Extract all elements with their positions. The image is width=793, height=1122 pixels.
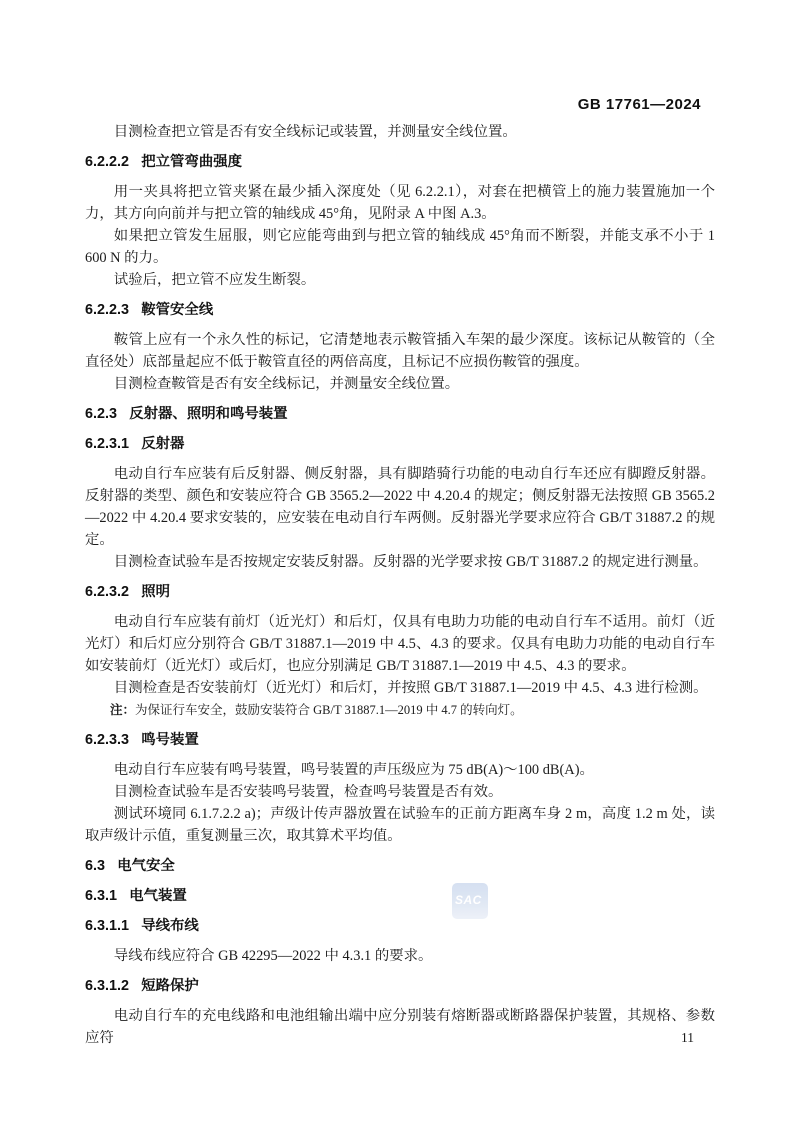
section-number: 6.3.1.2 [85, 978, 130, 994]
section-heading-6.3.1.1 [85, 915, 715, 937]
paragraph: 目测检查试验车是否按规定安装反射器。反射器的光学要求按 GB/T 31887.2 的规定进行测量。 [113, 554, 708, 570]
paragraph: 目测检查鞍管是否有安全线标记，并测量安全线位置。 [113, 376, 460, 392]
section-number: 6.3 [85, 858, 106, 874]
paragraph: 电动自行车的充电线路和电池组输出端中应分别装有熔断器或断路器保护装置，其规格、参数应符 [85, 1008, 715, 1046]
paragraph: 目测检查试验车是否安装鸣号装置，检查鸣号装置是否有效。 [113, 784, 503, 800]
paragraph: 鞍管上应有一个永久性的标记，它清楚地表示鞍管插入车架的最少深度。该标记从鞍管的（全直径处）底部量起应不低于鞍管直径的两倍高度，且标记不应损伤鞍管的强度。 [85, 332, 715, 370]
note-label: 注： [110, 703, 136, 717]
section-heading-6.2.3 [85, 403, 715, 425]
paragraph: 电动自行车应装有前灯（近光灯）和后灯，仅具有电助力功能的电动自行车不适用。前灯（近光灯）和后灯应分别符合 GB/T 31887.1—2019 中 4.5、4.3 的要求。仅具有电助力功能的电动自行车如安装前灯（近光灯）或后灯，也应分别满足 GB/T 31887.1—2019 中 4.5、4.3 的要求。 [85, 614, 715, 674]
paragraph: 电动自行车应装有鸣号装置，鸣号装置的声压级应为 75 dB(A)～100 dB(A)。 [113, 762, 594, 778]
section-heading-6.2.3.3 [85, 729, 715, 751]
section-title: 电气装置 [129, 888, 187, 904]
standard-number-header: GB 17761—2024 [577, 96, 701, 113]
paragraph: 如果把立管发生屈服，则它应能弯曲到与把立管的轴线成 45°角而不断裂，并能支承不小于 1 600 N 的力。 [85, 228, 715, 266]
section-heading-6.3.1 [85, 885, 715, 907]
paragraph: 目测检查是否安装前灯（近光灯）和后灯，并按照 GB/T 31887.1—2019 中 4.5、4.3 进行检测。 [113, 680, 708, 696]
section-heading-6.2.2.2 [85, 151, 715, 173]
section-heading-6.3 [85, 855, 715, 877]
section-number: 6.2.3.3 [85, 732, 130, 748]
paragraph: 目测检查把立管是否有安全线标记或装置，并测量安全线位置。 [113, 124, 517, 140]
paragraph: 用一夹具将把立管夹紧在最少插入深度处（见 6.2.2.1），对套在把横管上的施力装置施加一个力，其方向向前并与把立管的轴线成 45°角，见附录 A 中图 A.3。 [85, 184, 715, 222]
paragraph: 试验后，把立管不应发生断裂。 [113, 272, 316, 288]
section-title: 把立管弯曲强度 [141, 154, 242, 170]
section-title: 反射器、照明和鸣号装置 [129, 406, 288, 422]
section-title: 鞍管安全线 [141, 302, 214, 318]
section-title: 照明 [141, 584, 171, 600]
note: 注：为保证行车安全，鼓励安装符合 GB/T 31887.1—2019 中 4.7 的转向灯。 [110, 703, 523, 717]
section-heading-6.2.3.1 [85, 433, 715, 455]
section-number: 6.3.1.1 [85, 918, 130, 934]
section-heading-6.2.3.2 [85, 581, 715, 603]
sac-watermark-text: SAC [455, 893, 482, 907]
section-title: 电气安全 [117, 858, 175, 874]
section-title: 鸣号装置 [141, 732, 199, 748]
paragraph: 导线布线应符合 GB 42295—2022 中 4.3.1 的要求。 [113, 948, 433, 964]
section-number: 6.2.3.1 [85, 436, 130, 452]
section-title: 反射器 [141, 436, 185, 452]
section-number: 6.2.2.3 [85, 302, 130, 318]
section-number: 6.2.2.2 [85, 154, 130, 170]
section-heading-6.3.1.2 [85, 975, 715, 997]
document-content [85, 121, 715, 1049]
paragraph: 测试环境同 6.1.7.2.2 a)；声级计传声器放置在试验车的正前方距离车身 2 m，高度 1.2 m 处，读取声级计示值，重复测量三次，取其算术平均值。 [85, 806, 715, 844]
section-number: 6.2.3 [85, 406, 118, 422]
paragraph: 电动自行车应装有后反射器、侧反射器，具有脚踏骑行功能的电动自行车还应有脚蹬反射器。反射器的类型、颜色和安装应符合 GB 3565.2—2022 中 4.20.4 的规定；侧反射器无法按照 GB 3565.2—2022 中 4.20.4 要求安装的，应安装在电动自行车两侧。反射器光学要求应符合 GB/T 31887.2 的规定。 [85, 466, 715, 548]
section-title: 导线布线 [141, 918, 199, 934]
section-number: 6.2.3.2 [85, 584, 130, 600]
section-number: 6.3.1 [85, 888, 118, 904]
page-number: 11 [681, 1030, 694, 1045]
section-heading-6.2.2.3 [85, 299, 715, 321]
section-title: 短路保护 [141, 978, 199, 994]
